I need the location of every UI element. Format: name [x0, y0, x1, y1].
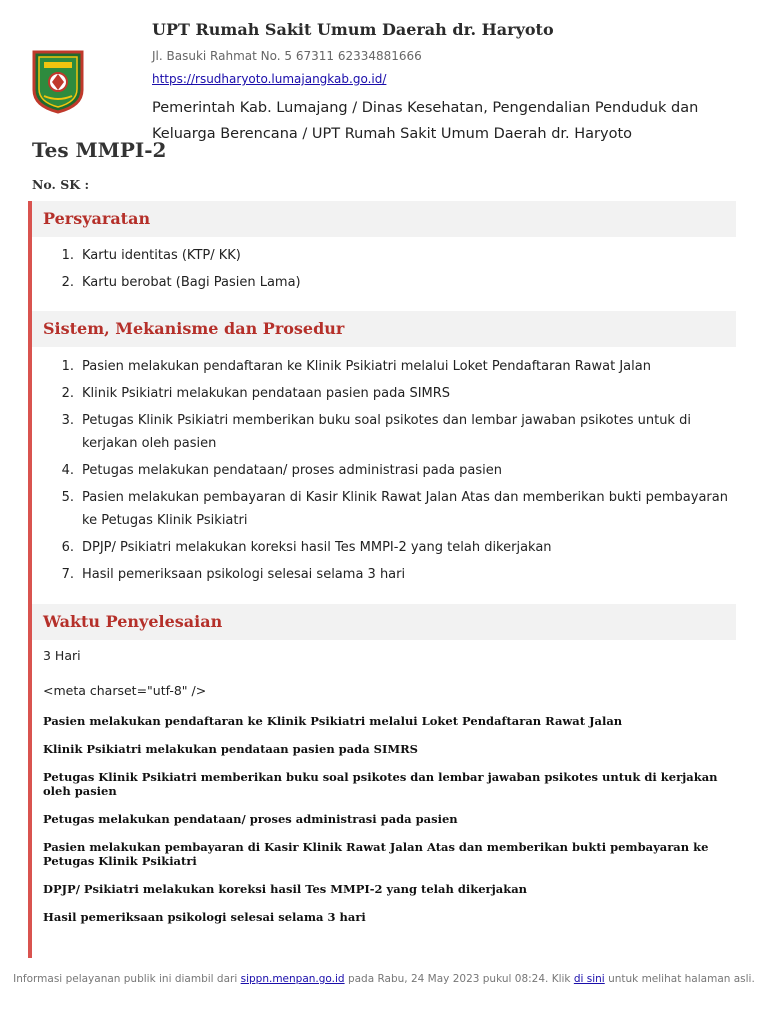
list-item: 3. Petugas Klinik Psikiatri memberikan buku soal psikotes dan lembar jawaban psikotes untuk di kerjakan oleh pasien: [61, 413, 691, 451]
org-name: UPT Rumah Sakit Umum Daerah dr. Haryoto: [152, 20, 554, 39]
list-item: DPJP/ Psikiatri melakukan koreksi hasil Tes MMPI-2 yang telah dikerjakan: [43, 882, 528, 896]
section-header-requirements: [32, 201, 736, 237]
footer-prefix: Informasi pelayanan publik ini diambil dari: [13, 973, 238, 985]
section-header-completion-time: [32, 604, 736, 640]
requirements-list: [58, 244, 738, 298]
raw-meta-text: <meta charset="utf-8" />: [43, 683, 207, 698]
list-item: 6. DPJP/ Psikiatri melakukan koreksi hasil Tes MMPI-2 yang telah dikerjakan: [61, 540, 552, 555]
list-item: 2. Klinik Psikiatri melakukan pendataan pasien pada SIMRS: [61, 386, 451, 401]
list-item: Hasil pemeriksaan psikologi selesai selama 3 hari: [43, 910, 366, 924]
list-item: Petugas Klinik Psikiatri memberikan buku soal psikotes dan lembar jawaban psikotes untuk di kerjakan oleh pasien: [43, 770, 718, 798]
list-item: 5. Pasien melakukan pembayaran di Kasir Klinik Rawat Jalan Atas dan memberikan bukti pembayaran ke Petugas Klinik Psikiatri: [61, 490, 728, 528]
list-item: Klinik Psikiatri melakukan pendataan pasien pada SIMRS: [43, 742, 418, 756]
source-link[interactable]: sippn.menpan.go.id: [240, 973, 345, 985]
list-item: 4. Petugas melakukan pendataan/ proses administrasi pada pasien: [61, 463, 502, 478]
list-item: 1. Pasien melakukan pendaftaran ke Klinik Psikiatri melalui Loket Pendaftaran Rawat Jalan: [61, 359, 651, 374]
list-item: 7. Hasil pemeriksaan psikologi selesai selama 3 hari: [61, 567, 406, 582]
raw-procedure-list: [43, 714, 743, 938]
completion-time-value: 3 Hari: [43, 648, 81, 663]
page-title: Tes MMPI-2: [32, 138, 167, 162]
lumajang-emblem-logo: [30, 50, 86, 114]
page-footer: [0, 973, 768, 985]
footer-suffix: untuk melihat halaman asli.: [608, 973, 755, 985]
page-header: [0, 0, 768, 140]
section-title: Persyaratan: [43, 209, 151, 228]
procedure-list: [58, 355, 738, 590]
original-page-link[interactable]: di sini: [573, 973, 605, 985]
list-item: 1. Kartu identitas (KTP/ KK): [61, 248, 241, 263]
org-website-link[interactable]: https://rsudharyoto.lumajangkab.go.id/: [152, 72, 387, 86]
sk-number-label: No. SK :: [32, 177, 90, 192]
org-address: Jl. Basuki Rahmat No. 5 67311 62334881666: [152, 49, 422, 63]
list-item: Pasien melakukan pembayaran di Kasir Klinik Rawat Jalan Atas dan memberikan bukti pembayaran ke Petugas Klinik Psikiatri: [43, 840, 709, 868]
footer-middle: pada Rabu, 24 May 2023 pukul 08:24. Klik: [347, 973, 571, 985]
list-item: Pasien melakukan pendaftaran ke Klinik Psikiatri melalui Loket Pendaftaran Rawat Jalan: [43, 714, 623, 728]
section-title: Waktu Penyelesaian: [43, 612, 223, 631]
org-description: Pemerintah Kab. Lumajang / Dinas Kesehatan, Pengendalian Penduduk dan Keluarga Berencana / UPT Rumah Sakit Umum Daerah dr. Haryoto: [152, 100, 699, 142]
section-title: Sistem, Mekanisme dan Prosedur: [43, 319, 345, 338]
list-item: Petugas melakukan pendataan/ proses administrasi pada pasien: [43, 812, 458, 826]
list-item: 2. Kartu berobat (Bagi Pasien Lama): [61, 275, 301, 290]
section-header-procedure: [32, 311, 736, 347]
